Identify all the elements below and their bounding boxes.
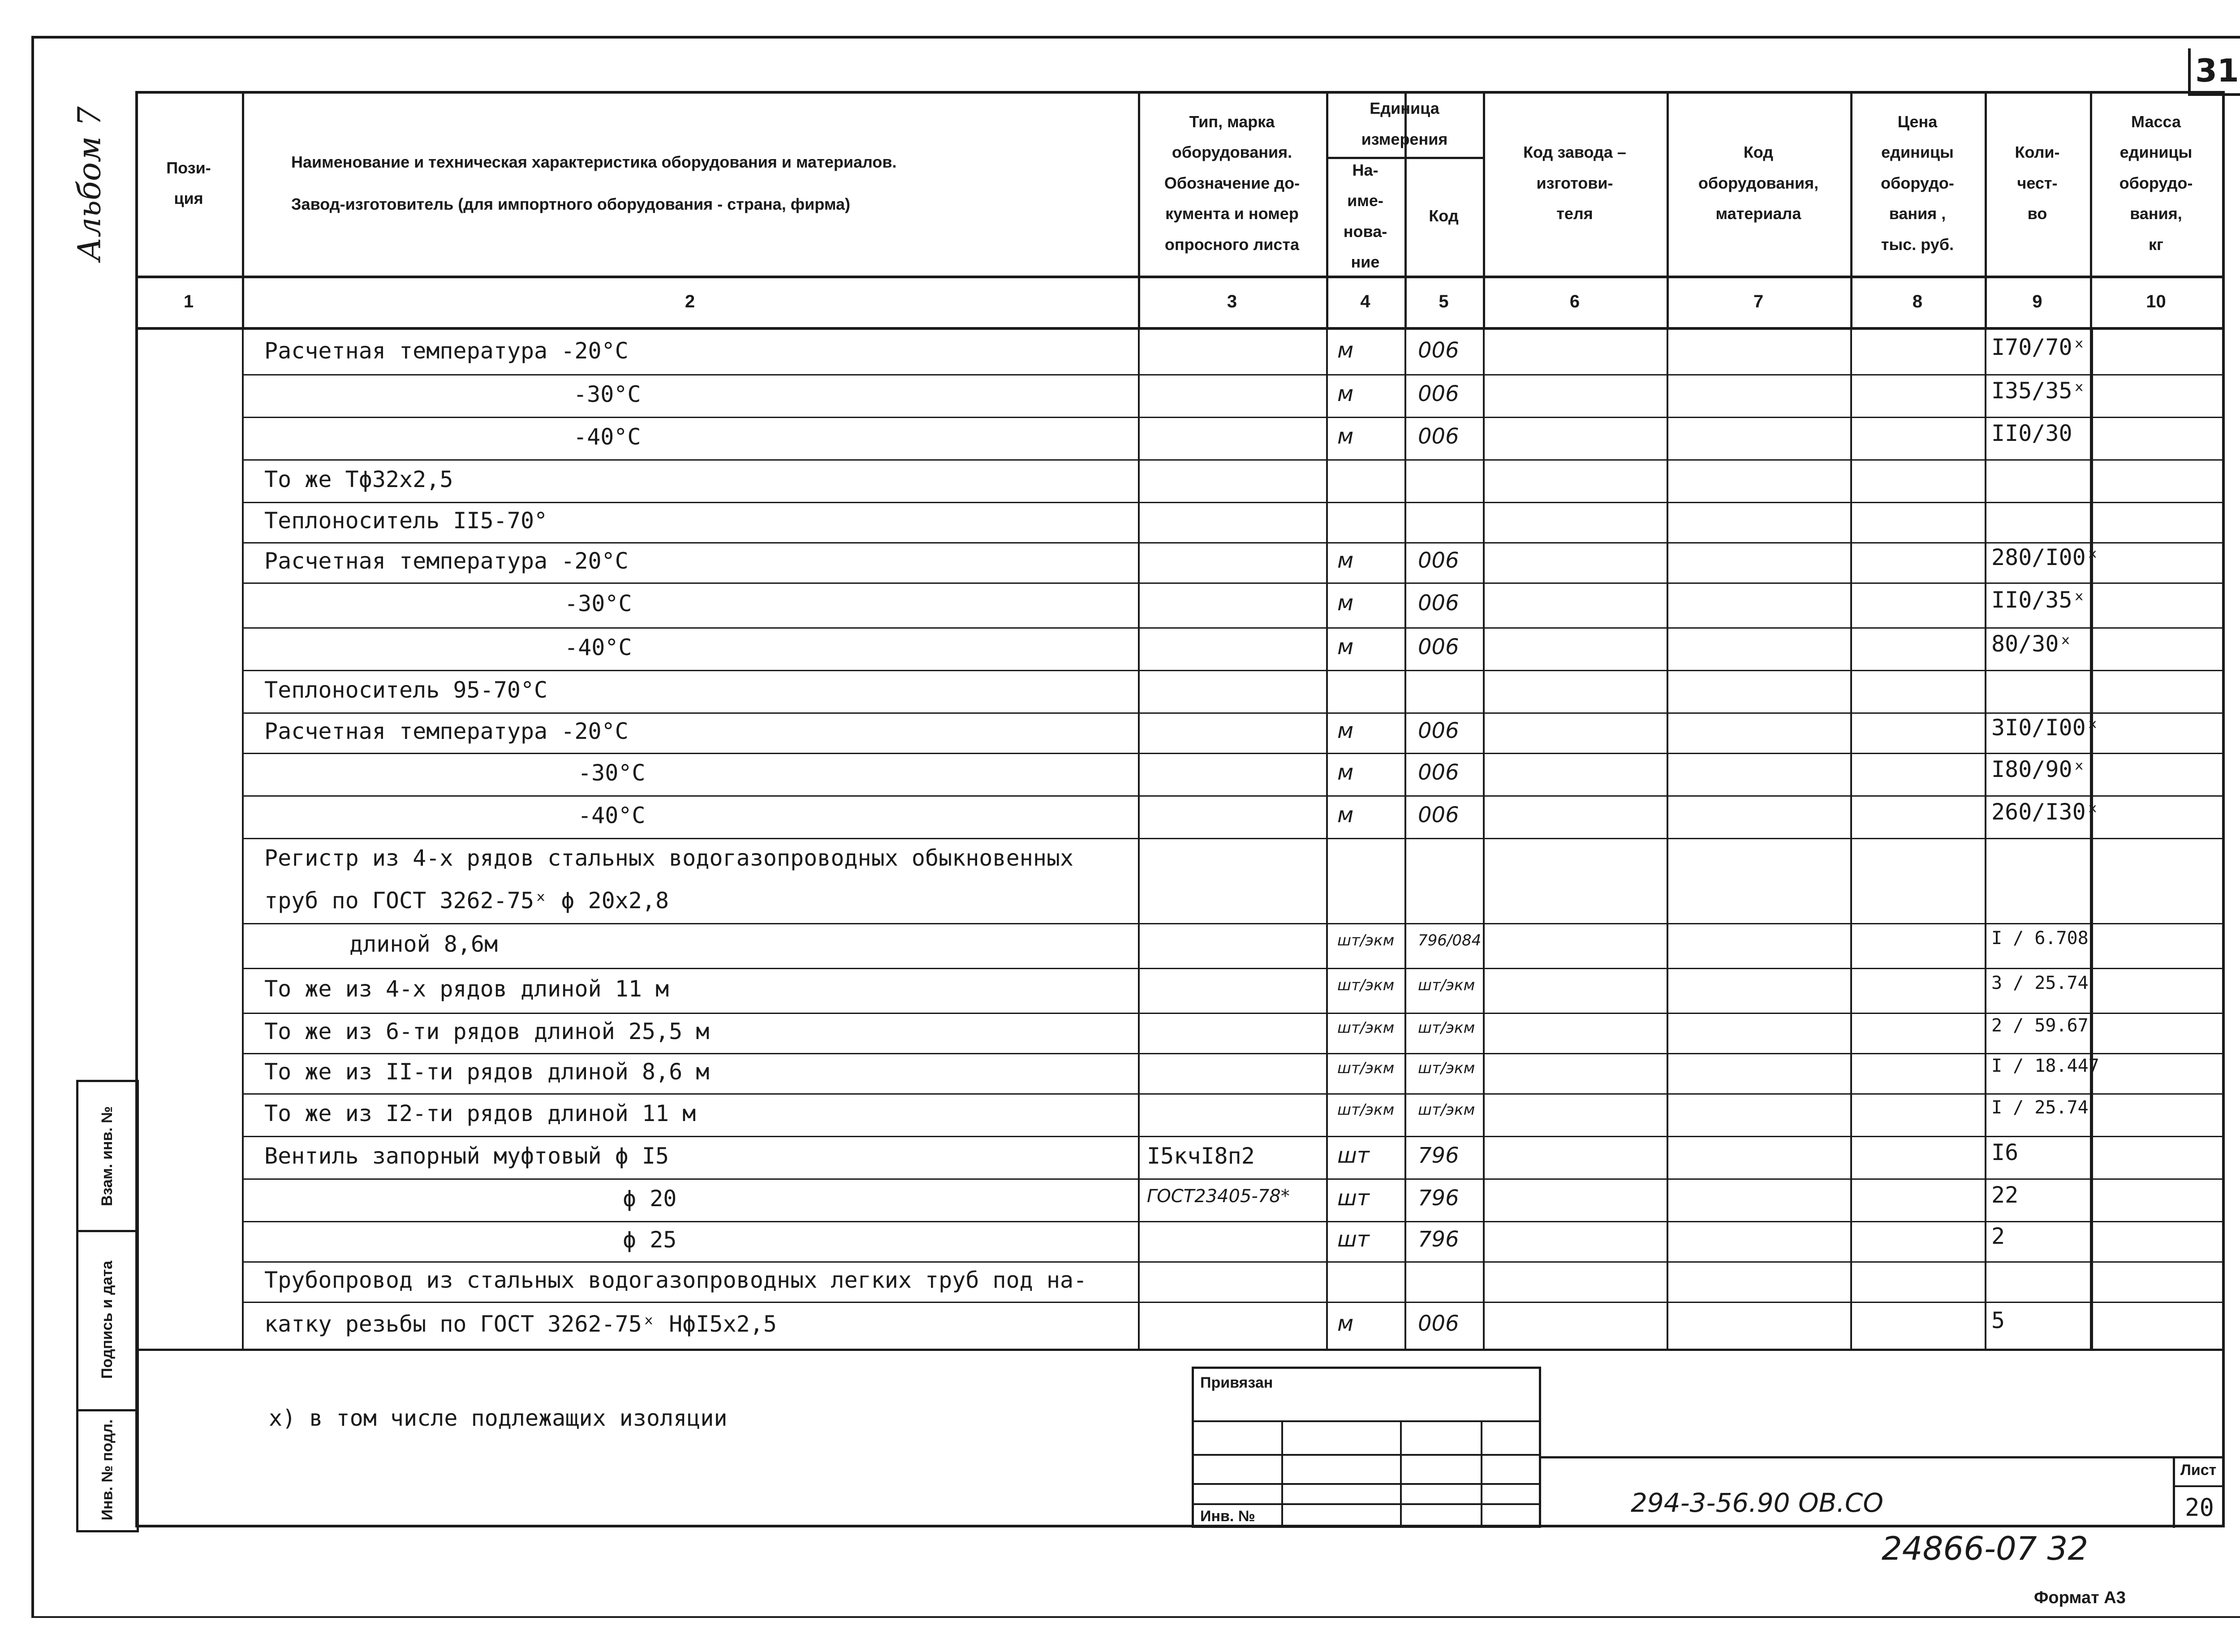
row-unit: м [1337, 634, 1354, 660]
album-label [63, 90, 116, 278]
row-code: 796 [1418, 1227, 1459, 1252]
row-unit: м [1337, 1311, 1354, 1336]
format-label: Формат А3 [2034, 1588, 2126, 1607]
stamp-privyazan: Привязан [1200, 1374, 1273, 1391]
row-name: То же Тϕ32х2,5 [264, 466, 453, 492]
row-unit: м [1337, 337, 1354, 363]
row-unit: шт/экм [1337, 1059, 1395, 1077]
column-number: 5 [1439, 291, 1449, 311]
row-name: Расчетная температура -20°С [264, 548, 629, 574]
row-name: ϕ 20 [623, 1185, 677, 1212]
row-code: 006 [1418, 1311, 1459, 1336]
row-code: 006 [1418, 802, 1459, 828]
row-quantity: I / 18.447 [1991, 1056, 2099, 1076]
row-name: -30°С [573, 381, 641, 407]
column-number: 10 [2146, 291, 2166, 311]
row-name: Расчетная температура -20°С [264, 718, 629, 744]
row-line [242, 582, 2222, 584]
row-line [242, 1221, 2222, 1222]
row-unit: м [1337, 548, 1354, 573]
body-bottom-line [135, 1349, 2225, 1351]
row-name: То же из I2-ти рядов длиной 11 м [264, 1100, 696, 1126]
row-code: 006 [1418, 591, 1459, 616]
row-code: 006 [1418, 337, 1459, 363]
row-code: шт/экм [1418, 1019, 1475, 1037]
stamp-inv-no: Инв. № [1200, 1508, 1255, 1525]
row-unit: м [1337, 759, 1354, 785]
row-quantity: I / 6.708 [1991, 928, 2089, 949]
body-vline [1850, 330, 1852, 1349]
row-unit: м [1337, 802, 1354, 828]
body-vline [1326, 330, 1328, 1349]
header-position: Пози- ция [166, 158, 211, 207]
row-name: Вентиль запорный муфтовый ϕ I5 [264, 1143, 669, 1169]
row-line [242, 459, 2222, 461]
row-line [242, 374, 2222, 375]
row-name: -40°С [578, 802, 646, 828]
row-quantity: 3I0/I00ˣ [1991, 715, 2099, 741]
header-name [242, 91, 1138, 276]
qty-right-border [2090, 330, 2093, 1349]
body-vline [1138, 330, 1140, 1349]
row-code: 006 [1418, 718, 1459, 743]
outer-border-left [31, 36, 34, 1617]
sheet-number: 31 [2188, 48, 2240, 96]
row-line [242, 712, 2222, 714]
column-number: 9 [2032, 291, 2042, 311]
row-quantity: I70/70ˣ [1991, 334, 2086, 360]
list-label: Лист [2180, 1462, 2217, 1479]
row-code: 796 [1418, 1143, 1459, 1168]
row-line [242, 542, 2222, 543]
list-cell [2173, 1456, 2224, 1528]
bottom-rule [31, 1616, 2240, 1618]
header-plant-code: Код завода – изготови- теля [1523, 143, 1626, 223]
row-quantity: I80/90ˣ [1991, 756, 2086, 782]
column-number: 4 [1360, 291, 1370, 311]
side-label-vzam [78, 1082, 137, 1232]
row-code: шт/экм [1418, 976, 1475, 994]
row-quantity: I35/35ˣ [1991, 377, 2086, 404]
header-price: Цена единицы оборудо- вания , тыс. руб. [1881, 112, 1954, 254]
row-name: Теплоноситель II5-70° [264, 508, 548, 534]
row-name: Трубопровод из стальных водогазопроводных легких труб под на- [264, 1267, 1087, 1293]
row-line [242, 1302, 2222, 1303]
row-quantity: 2 [1991, 1223, 2005, 1249]
row-code: 006 [1418, 423, 1459, 449]
row-unit: м [1337, 591, 1354, 616]
row-quantity: 280/I00ˣ [1991, 544, 2099, 570]
row-name: То же из 6-ти рядов длиной 25,5 м [264, 1018, 710, 1044]
row-unit: м [1337, 423, 1354, 449]
row-line [242, 1136, 2222, 1137]
header-unit-name: На- име- нова- ние [1343, 160, 1387, 271]
row-line [242, 795, 2222, 797]
row-type: I5кчI8п2 [1147, 1143, 1255, 1169]
row-name: катку резьбы по ГОСТ 3262-75ˣ НϕI5х2,5 [264, 1311, 777, 1337]
row-unit: шт [1337, 1143, 1370, 1168]
row-name: То же из 4-х рядов длиной 11 м [264, 976, 669, 1002]
row-code: 796/084 [1418, 932, 1482, 949]
column-number: 8 [1912, 291, 1923, 311]
row-code: 006 [1418, 634, 1459, 660]
row-name: -40°С [564, 634, 632, 660]
body-vline [242, 330, 244, 1349]
row-code: 006 [1418, 548, 1459, 573]
body-vline [1404, 330, 1406, 1349]
row-quantity: II0/35ˣ [1991, 587, 2086, 613]
body-vline [1667, 330, 1668, 1349]
side-label-vzam-text: Взам. инв. № [99, 1106, 116, 1206]
footnote: х) в том числе подлежащих изоляции [269, 1405, 728, 1431]
column-number: 6 [1569, 291, 1580, 311]
side-label-podpis-text: Подпись и дата [99, 1260, 116, 1379]
row-code: 006 [1418, 759, 1459, 785]
row-unit: м [1337, 381, 1354, 406]
column-number: 2 [685, 291, 695, 311]
row-line [242, 1093, 2222, 1095]
side-label-inv-text: Инв. № подл. [99, 1419, 116, 1520]
row-name: -30°С [564, 591, 632, 617]
row-code: 006 [1418, 381, 1459, 406]
header-unit-code: Код [1429, 207, 1459, 225]
row-name: Расчетная температура -20°С [264, 337, 629, 364]
row-code: 796 [1418, 1185, 1459, 1211]
row-unit: шт [1337, 1227, 1370, 1252]
row-line [242, 1261, 2222, 1263]
row-line [242, 417, 2222, 418]
row-line [242, 1178, 2222, 1180]
side-label-inv [78, 1409, 137, 1530]
header-type: Тип, марка оборудования. Обозначение до- кумента и номер опросного листа [1164, 112, 1300, 254]
list-number: 20 [2185, 1493, 2214, 1522]
bottom-code: 24866-07 32 [1882, 1530, 2089, 1567]
row-name: длиной 8,6м [349, 931, 498, 957]
row-line [242, 627, 2222, 629]
row-line [242, 753, 2222, 754]
stamp-top-rule [1541, 1456, 2222, 1458]
row-line [242, 923, 2222, 924]
row-quantity: 80/30ˣ [1991, 630, 2072, 657]
row-line [242, 968, 2222, 969]
row-unit: шт [1337, 1185, 1370, 1211]
row-name: Теплоноситель 95-70°С [264, 677, 548, 703]
row-quantity: 2 / 59.67 [1991, 1015, 2089, 1036]
album-label-text: Альбом 7 [71, 106, 108, 261]
row-code: шт/экм [1418, 1100, 1475, 1119]
row-quantity: I / 25.74 [1991, 1097, 2089, 1118]
row-type: ГОСТ23405-78* [1147, 1186, 1290, 1207]
header-name-line1: Наименование и техническая характеристика оборудования и материалов. [291, 153, 897, 172]
row-quantity: 3 / 25.74 [1991, 973, 2089, 993]
column-number: 3 [1227, 291, 1237, 311]
row-quantity: 22 [1991, 1182, 2019, 1208]
header-unit-group: Единица измерения [1361, 99, 1448, 148]
side-label-strip [76, 1080, 139, 1532]
column-number: 7 [1753, 291, 1764, 311]
row-name: -40°С [573, 423, 641, 450]
row-name: ϕ 25 [623, 1227, 677, 1253]
row-unit: м [1337, 718, 1354, 743]
row-line [242, 1013, 2222, 1014]
row-line [242, 1053, 2222, 1054]
side-label-podpis [78, 1230, 137, 1411]
row-name: То же из II-ти рядов длиной 8,6 м [264, 1059, 710, 1085]
row-unit: шт/экм [1337, 932, 1395, 949]
row-name: труб по ГОСТ 3262-75ˣ ϕ 20х2,8 [264, 887, 669, 914]
row-quantity: I6 [1991, 1139, 2019, 1165]
row-line [242, 502, 2222, 503]
row-line [242, 670, 2222, 671]
row-unit: шт/экм [1337, 1100, 1395, 1119]
header-number-line [135, 327, 2225, 330]
stamp-block [1192, 1367, 1541, 1528]
row-quantity: 5 [1991, 1307, 2005, 1333]
header-name-line2: Завод-изготовитель (для импортного оборудования - страна, фирма) [291, 195, 850, 213]
row-code: шт/экм [1418, 1059, 1475, 1077]
outer-border-top [31, 36, 2240, 39]
row-name: -30°С [578, 759, 646, 786]
header-mass: Масса единицы оборудо- вания, кг [2119, 112, 2193, 254]
header-equipment-code: Код оборудования, материала [1698, 143, 1819, 223]
row-quantity: 260/I30ˣ [1991, 798, 2099, 825]
row-unit: шт/экм [1337, 976, 1395, 994]
row-quantity: II0/30 [1991, 420, 2072, 446]
row-name: Регистр из 4-х рядов стальных водогазопроводных обыкновенных [264, 845, 1074, 871]
header-quantity: Коли- чест- во [2015, 143, 2060, 223]
row-line [242, 838, 2222, 839]
doc-code: 294-3-56.90 ОВ.СО [1631, 1488, 1883, 1518]
body-vline [1985, 330, 1986, 1349]
column-number: 1 [183, 291, 194, 311]
body-vline [1483, 330, 1485, 1349]
row-unit: шт/экм [1337, 1019, 1395, 1037]
